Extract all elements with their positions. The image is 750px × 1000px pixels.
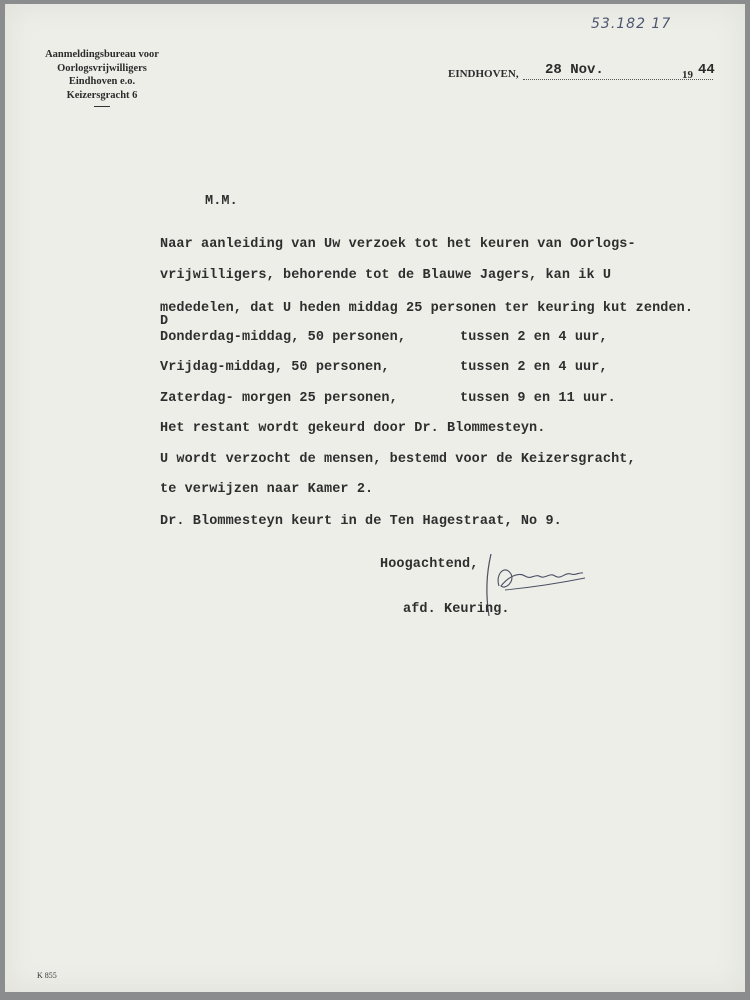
paragraph-line-2: vrijwilligers, behorende tot de Blauwe Jagers, kan ik U — [160, 268, 612, 283]
paragraph-line-1: Naar aanleiding van Uw verzoek tot het keuren van Oorlogs- — [160, 237, 636, 252]
letterhead-line-1: Aanmeldingsbureau voor — [45, 49, 159, 60]
date-day-month: 28 Nov. — [545, 62, 604, 78]
department-signoff: afd. Keuring. — [403, 602, 510, 617]
letterhead-rule — [94, 106, 110, 107]
form-number: K 855 — [37, 971, 57, 980]
date-year-suffix: 44 — [698, 62, 715, 78]
schedule-day: Zaterdag- morgen 25 personen, — [160, 391, 398, 406]
paragraph-line-7: Dr. Blommesteyn keurt in de Ten Hagestraat, No 9. — [160, 514, 562, 529]
closing: Hoogachtend, — [380, 557, 479, 572]
date-city: EINDHOVEN, — [448, 68, 519, 80]
paragraph-line-6: te verwijzen naar Kamer 2. — [160, 482, 374, 497]
schedule-time: tussen 2 en 4 uur, — [460, 360, 608, 375]
schedule-time: tussen 2 en 4 uur, — [460, 330, 608, 345]
paragraph-line-4: Het restant wordt gekeurd door Dr. Blommesteyn. — [160, 421, 546, 436]
date-line — [448, 62, 718, 82]
letter-page — [5, 4, 745, 992]
schedule-day: Donderdag-middag, 50 personen, — [160, 330, 407, 345]
schedule-day: Vrijdag-middag, 50 personen, — [160, 360, 390, 375]
paragraph-line-5: U wordt verzocht de mensen, bestemd voor de Keizersgracht, — [160, 452, 636, 467]
date-year-prefix: 19 — [682, 69, 693, 81]
archive-number: 53.182 17 — [591, 16, 672, 32]
schedule-time: tussen 9 en 11 uur. — [460, 391, 616, 406]
letterhead-line-3: Eindhoven e.o. — [68, 76, 136, 87]
letterhead-line-4: Keizersgracht 6 — [66, 89, 138, 101]
letterhead-line-2: Oorlogsvrijwilligers — [57, 62, 147, 74]
salutation: M.M. — [205, 194, 238, 209]
letterhead — [27, 48, 177, 107]
typed-marker: D — [160, 314, 169, 329]
paragraph-line-3: mededelen, dat U heden middag 25 personen ter keuring kut zenden. — [160, 301, 694, 316]
